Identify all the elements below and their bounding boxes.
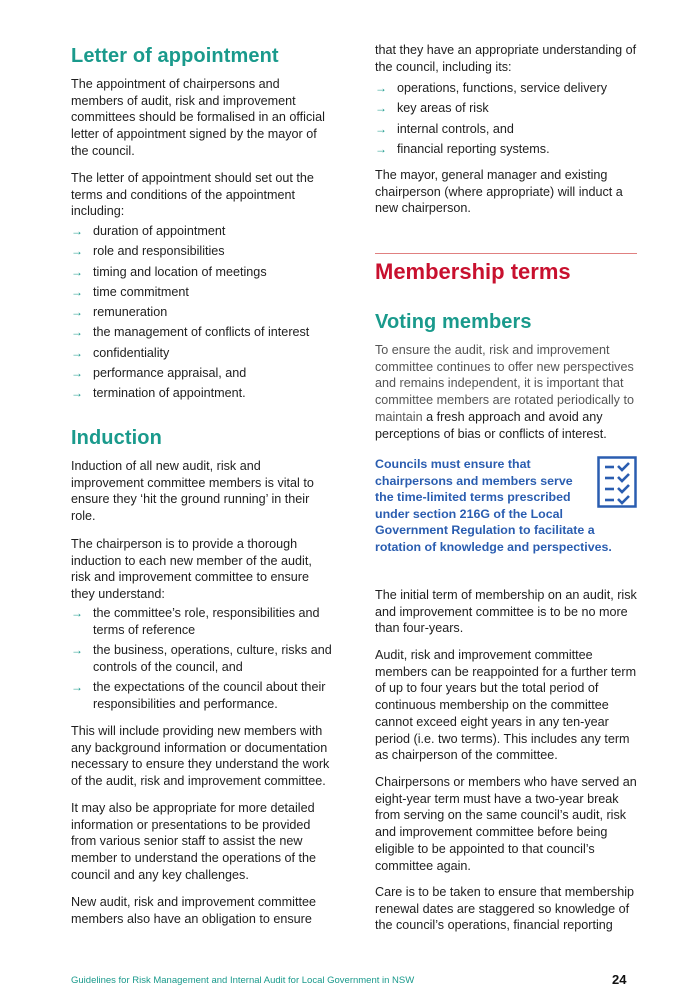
right-arrow-icon: → [71, 224, 83, 238]
voting-intro-paragraph: To ensure the audit, risk and improvement committee continues to offer new perspectives and remains independent, it is important that committee members are rotated periodically to maintain a fresh approach and avoid any perceptions of bias or conflicts of interest. [375, 343, 634, 441]
list-item: → confidentiality [71, 345, 170, 360]
right-arrow-icon: → [71, 366, 83, 381]
list-item: → the expectations of the council about their responsibilities and performance. [71, 680, 326, 711]
right-arrow-icon: → [375, 101, 387, 116]
staggered-renewal-paragraph: Care is to be taken to ensure that membership renewal dates are staggered so knowledge of the council’s operations, financial reporting [375, 885, 635, 933]
right-arrow-icon: → [71, 244, 83, 259]
continued-paragraph: that they have an appropriate understanding of the council, including its: [375, 43, 637, 74]
right-arrow-icon: → [71, 305, 83, 320]
voting-members-heading: Voting members [375, 311, 532, 333]
list-item: → performance appraisal, and [71, 366, 247, 381]
list-item: → internal controls, and [375, 121, 514, 136]
right-arrow-icon: → [71, 284, 83, 299]
right-arrow-icon: → [71, 643, 83, 657]
induction-paragraph-5: New audit, risk and improvement committee members also have an obligation to ensure [71, 895, 316, 926]
section-divider [375, 253, 637, 254]
footer-title: Guidelines for Risk Management and Internal Audit for Local Government in NSW [71, 975, 415, 986]
right-arrow-icon: → [375, 121, 387, 136]
letter-paragraph-1: The appointment of chairpersons and members of audit, risk and improvement committees should be formalised in an official letter of appointment signed by the mayor of the council. [71, 77, 325, 158]
reappointment-paragraph: Audit, risk and improvement committee members can be reappointed for a further term of up to four years but the total period of continuous membership on the committee cannot exceed eight years in any ten-year period (i.e. two terms). This includes any term as chairperson of the committee. [375, 648, 637, 763]
initial-term-paragraph: The initial term of membership on an audit, risk and improvement committee is to be no more than four-years. [375, 588, 637, 636]
two-year-break-paragraph: Chairpersons or members who have served an eight-year term must have a two-year break from serving on the same council’s audit, risk and improvement committee before being eligible to be appointed to that council’s committee again. [375, 775, 637, 873]
induction-paragraph-2: The chairperson is to provide a thorough induction to each new member of the audit, risk and improvement committee to ensure they understand: [71, 537, 312, 602]
induction-paragraph-4: It may also be appropriate for more detailed information or presentations to be provided from various senior staff to assist the new member to understand the operations of the council and any key challenges. [71, 801, 317, 882]
callout-text: Councils must ensure that chairpersons and members serve the time-limited terms prescribed under section 216G of the Local Government Regulation to facilitate a rotation of knowledge and perspectives. [375, 457, 612, 554]
list-item: → key areas of risk [375, 101, 489, 116]
list-item: → role and responsibilities [71, 244, 225, 259]
page-number: 24 [612, 972, 627, 987]
list-item: → duration of appointment [71, 224, 226, 238]
regulation-callout [375, 456, 637, 556]
membership-terms-heading: Membership terms [375, 259, 571, 284]
right-arrow-icon: → [375, 141, 387, 156]
council-understanding-list [375, 80, 637, 161]
induction-understand-list [71, 605, 333, 716]
list-item: → financial reporting systems. [375, 141, 550, 156]
checklist-icon [597, 456, 637, 510]
list-item: → remuneration [71, 305, 168, 320]
right-arrow-icon: → [71, 606, 83, 620]
right-arrow-icon: → [71, 680, 83, 694]
letter-paragraph-2: The letter of appointment should set out the terms and conditions of the appointment including: [71, 171, 314, 219]
induction-paragraph-3: This will include providing new members with any background information or documentation necessary to ensure they understand the work of the audit, risk and improvement committee. [71, 724, 330, 789]
list-item: → the business, operations, culture, risks and controls of the council, and [71, 643, 332, 674]
list-item: → the management of conflicts of interest [71, 325, 310, 340]
list-item: → the committee’s role, responsibilities and terms of reference [71, 606, 320, 637]
induction-paragraph-1: Induction of all new audit, risk and improvement committee members is vital to ensure they ‘hit the ground running’ in their role. [71, 459, 314, 524]
right-arrow-icon: → [71, 345, 83, 360]
list-item: → termination of appointment. [71, 386, 246, 401]
letter-of-appointment-heading: Letter of appointment [71, 45, 279, 67]
list-item: → operations, functions, service delivery [375, 81, 607, 95]
letter-terms-list [71, 223, 333, 406]
induction-heading: Induction [71, 427, 162, 449]
right-arrow-icon: → [71, 386, 83, 401]
list-item: → timing and location of meetings [71, 264, 267, 279]
induct-chairperson-paragraph: The mayor, general manager and existing chairperson (where appropriate) will induct a new chairperson. [375, 168, 623, 216]
right-arrow-icon: → [375, 81, 387, 95]
right-arrow-icon: → [71, 264, 83, 279]
right-arrow-icon: → [71, 325, 83, 340]
list-item: → time commitment [71, 284, 189, 299]
